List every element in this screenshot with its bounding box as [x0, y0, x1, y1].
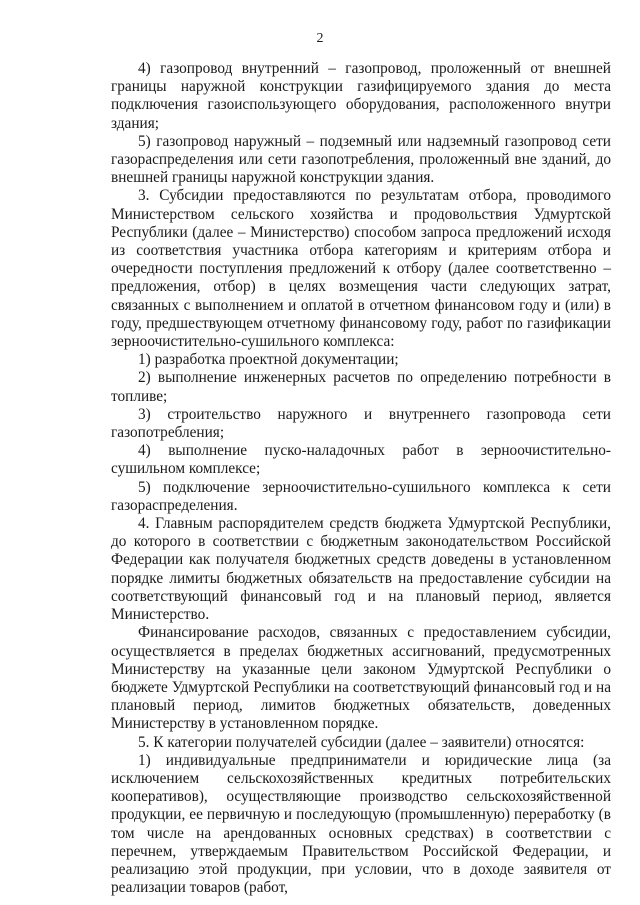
page-number: 2: [316, 31, 324, 46]
list-item-commissioning-works: 4) выполнение пуско-наладочных работ в зерноочистительно-сушильном комплексе;: [111, 442, 611, 478]
list-item-project-documentation: 1) разработка проектной документации;: [138, 351, 399, 369]
paragraph-4-internal-gas-pipeline: 4) газопровод внутренний – газопровод, проложенный от внешней границы наружной конструкции газифицируемого здания до места подключения газоиспользующего оборудования, расположенного внутри здания;: [111, 60, 611, 132]
paragraph-3-subsidies-selection: 3. Субсидии предоставляются по результатам отбора, проводимого Министерством сельского хозяйства и продовольствия Удмуртской Республики (далее – Министерство) способом запроса предложений исходя из соответствия участника отбора категориям и критериям отбора и очередности поступления предложений к отбору (далее соответственно – предложения, отбор) в целях возмещения части следующих затрат, связанных с выполнением и оплатой в отчетном финансовом году и (или) в году, предшествующем отчетному финансовому году, работ по газификации зерноочистительно-сушильного комплекса:: [111, 187, 611, 351]
list-item-network-connection: 5) подключение зерноочистительно-сушильного комплекса к сети газораспределения.: [111, 478, 611, 514]
list-item-engineering-calculations: 2) выполнение инженерных расчетов по определению потребности в топливе;: [111, 369, 611, 405]
paragraph-5-external-gas-pipeline: 5) газопровод наружный – подземный или надземный газопровод сети газораспределения или сети газопотребления, проложенный вне зданий, до внешней границы наружной конструкции здания.: [111, 132, 611, 187]
list-item-entrepreneurs: 1) индивидуальные предприниматели и юридические лица (за исключением сельскохозяйственных кредитных потребительских кооперативов), осуществляющие производство сельскохозяйственной продукции, ее первичную и последующую (промышленную) переработку (в том числе на арендованных основных средствах) в соответствии с перечнем, утверждаемым Правительством Российской Федерации, и реализацию этой продукции, при условии, что в доходе заявителя от реализации товаров (работ,: [111, 751, 611, 897]
paragraph-financing: Финансирование расходов, связанных с предоставлением субсидии, осуществляется в пределах бюджетных ассигнований, предусмотренных Министерству на указанные цели законом Удмуртской Республики о бюджете Удмуртской Республики на соответствующий финансовый год и на плановый период, лимитов бюджетных обязательств, доведенных Министерству в установленном порядке.: [111, 624, 611, 733]
paragraph-4-budget-administrator: 4. Главным распорядителем средств бюджета Удмуртской Республики, до которого в соответствии с бюджетным законодательством Российской Федерации как получателя бюджетных средств доведены в установленном порядке лимиты бюджетных обязательств на предоставление субсидии на соответствующий финансовый год и на плановый период, является Министерство.: [111, 515, 611, 624]
document-body: [111, 60, 611, 897]
list-item-pipeline-construction: 3) строительство наружного и внутреннего газопровода сети газопотребления;: [111, 405, 611, 442]
paragraph-5-recipient-categories: 5. К категории получателей субсидии (далее – заявители) относятся:: [138, 733, 585, 751]
